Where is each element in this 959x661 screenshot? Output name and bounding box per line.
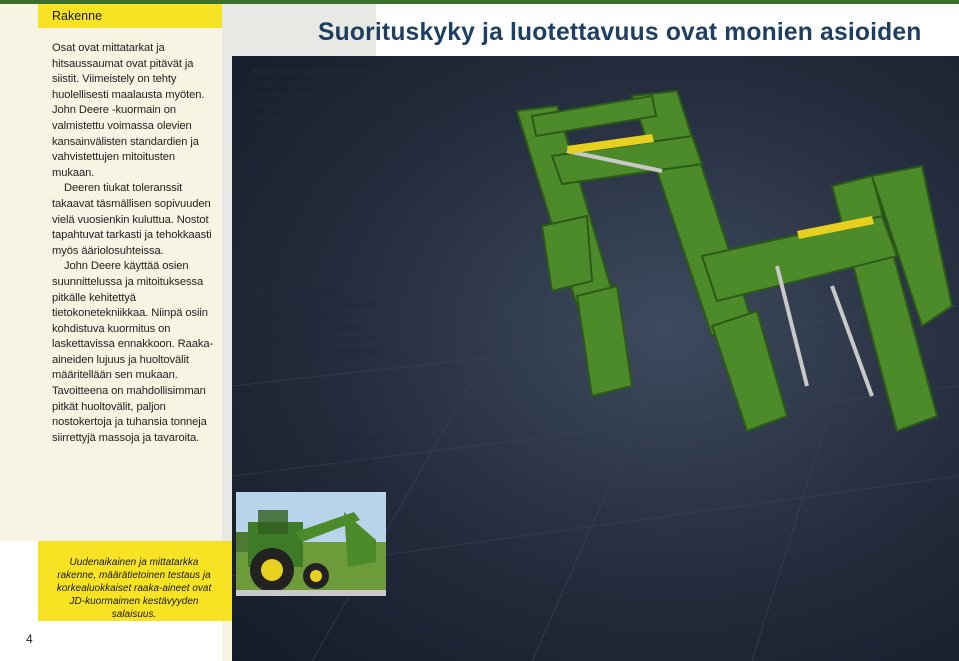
- left-margin: [0, 4, 38, 541]
- sidebar-body-text: [52, 41, 218, 446]
- page-heading: Suorituskyky ja luotettavuus ovat monien asioiden: [318, 18, 922, 46]
- bottom-caption: Uudenaikainen ja mittatarkka rakenne, määrätietoinen testaus ja korkealuokkaiset raaka-aineet ovat JD-kuormaimen kestävyyden salaisuus.: [56, 557, 212, 620]
- caption-axle-pins: [252, 66, 382, 124]
- caption-bold: Tarkkuusvalmistetut hydraulisylinterit: [252, 288, 340, 310]
- caption-bold: Pysäköintijalusta: [252, 432, 326, 442]
- sidebar-paragraph: John Deere käyttää osien suunnittelussa ja mitoituksessa pitkälle kehitettyä tietokonetekniikkaa. Niinpä osiin kohdistuva kuormitus on laskettavissa ennakkoon. Raaka-aineiden lujuus ja huoltovälit määritellään sen mukaan. Tavoitteena on mahdollisimman pitkät huoltovälit, paljon nostokertoja ja tuhansia tonneja siirrettyjä massoja ja tavaroita.: [52, 260, 214, 444]
- section-tab: Rakenne: [38, 4, 222, 28]
- tractor-thumbnail: [236, 492, 386, 596]
- caption-hydraulics: [252, 288, 382, 369]
- tractor-illustration: [236, 492, 386, 596]
- caption-text: on mitoitettu John Deeren standardien mukaan. Ennen tuotantoon ottoa hydrauliikan komponentit läpikäyvät tuhansien testituntien lujuuskokeen.: [252, 299, 380, 368]
- footer-band: [222, 621, 232, 661]
- sidebar-paragraph: Deeren tiukat toleranssit takaavat täsmällisen sopivuuden vielä vuosienkin kuluttua. Nostot tapahtuvat tarkasti ja tehokkaasti myös ääriolosuhteissa.: [52, 182, 212, 257]
- lower-margin: [0, 541, 38, 621]
- page-number: 4: [26, 632, 33, 646]
- caption-bold: Akselitapit kuumakarkaistaan: [252, 66, 379, 76]
- caption-text: on integroitu kuormaimeen. Se on aina mukana ja käyttövalmiina juuri silloin kun sitä tarvitaan. Kätevä tappilukitus pitää sen turvallisesti: [252, 432, 384, 489]
- caption-text: kestävyyden ja luotettavuuden maksimoimiseksi. Rasvausmahdollisuus takaa kestävyyden.: [252, 77, 374, 123]
- sidebar-paragraph: Osat ovat mittatarkat ja hitsaussaumat ovat pitävät ja siistit. Viimeistely on tehty huolellisesti maalausta myöten. John Deere -kuormain on valmistettu voimassa olevien kansainvälisten standardien ja vahvistettujen mitoitusten mukaan.: [52, 42, 205, 179]
